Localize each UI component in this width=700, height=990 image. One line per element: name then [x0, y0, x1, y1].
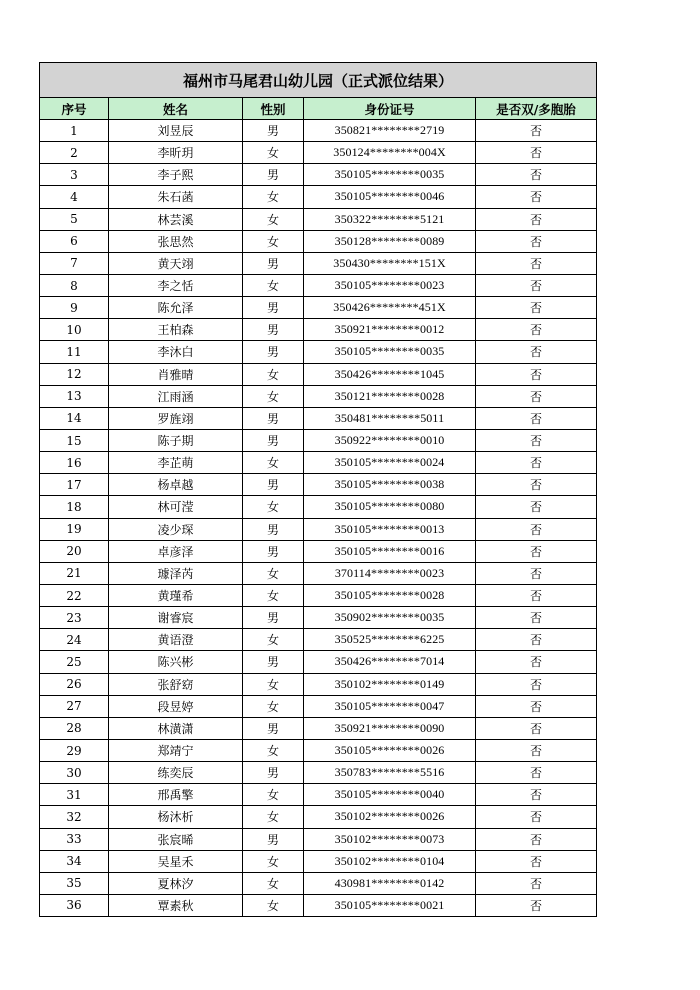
cell-twins: 否 [476, 518, 597, 540]
cell-twins: 否 [476, 762, 597, 784]
cell-id-number: 350783********5516 [304, 762, 476, 784]
cell-gender: 女 [243, 452, 304, 474]
cell-index: 15 [40, 429, 109, 451]
cell-index: 26 [40, 673, 109, 695]
cell-index: 32 [40, 806, 109, 828]
cell-name: 林可滢 [109, 496, 243, 518]
cell-index: 24 [40, 629, 109, 651]
cell-name: 覃素秋 [109, 894, 243, 916]
cell-gender: 女 [243, 274, 304, 296]
cell-id-number: 350105********0047 [304, 695, 476, 717]
cell-twins: 否 [476, 584, 597, 606]
cell-id-number: 350105********0021 [304, 894, 476, 916]
cell-gender: 女 [243, 850, 304, 872]
table-row [40, 717, 597, 739]
cell-name: 卓彦泽 [109, 540, 243, 562]
cell-index: 4 [40, 186, 109, 208]
cell-index: 18 [40, 496, 109, 518]
table-row [40, 142, 597, 164]
table-row [40, 673, 597, 695]
cell-index: 5 [40, 208, 109, 230]
cell-name: 罗旌翊 [109, 407, 243, 429]
cell-twins: 否 [476, 828, 597, 850]
cell-id-number: 350921********0090 [304, 717, 476, 739]
table-row [40, 385, 597, 407]
table-row [40, 562, 597, 584]
cell-twins: 否 [476, 894, 597, 916]
cell-gender: 男 [243, 762, 304, 784]
cell-name: 吴星禾 [109, 850, 243, 872]
cell-id-number: 350105********0038 [304, 474, 476, 496]
cell-id-number: 350121********0028 [304, 385, 476, 407]
cell-gender: 男 [243, 297, 304, 319]
cell-gender: 女 [243, 230, 304, 252]
result-table [39, 62, 597, 917]
cell-gender: 女 [243, 385, 304, 407]
cell-id-number: 350102********0026 [304, 806, 476, 828]
cell-gender: 男 [243, 120, 304, 142]
header-gender: 性别 [243, 98, 304, 120]
cell-name: 李沐白 [109, 341, 243, 363]
table-body [40, 120, 597, 917]
table-row [40, 784, 597, 806]
table-row [40, 894, 597, 916]
header-id-number: 身份证号 [304, 98, 476, 120]
cell-name: 邢禹擎 [109, 784, 243, 806]
cell-id-number: 350105********0046 [304, 186, 476, 208]
table-row [40, 629, 597, 651]
cell-name: 杨卓越 [109, 474, 243, 496]
cell-gender: 男 [243, 518, 304, 540]
cell-twins: 否 [476, 806, 597, 828]
cell-twins: 否 [476, 629, 597, 651]
cell-id-number: 350105********0040 [304, 784, 476, 806]
cell-index: 13 [40, 385, 109, 407]
cell-index: 3 [40, 164, 109, 186]
cell-id-number: 350921********0012 [304, 319, 476, 341]
cell-index: 16 [40, 452, 109, 474]
cell-index: 21 [40, 562, 109, 584]
cell-index: 2 [40, 142, 109, 164]
cell-gender: 女 [243, 186, 304, 208]
header-twins: 是否双/多胞胎 [476, 98, 597, 120]
header-row [40, 98, 597, 120]
cell-twins: 否 [476, 607, 597, 629]
cell-twins: 否 [476, 474, 597, 496]
cell-gender: 女 [243, 673, 304, 695]
cell-twins: 否 [476, 872, 597, 894]
cell-name: 杨沐析 [109, 806, 243, 828]
cell-gender: 女 [243, 784, 304, 806]
cell-gender: 男 [243, 341, 304, 363]
table-row [40, 584, 597, 606]
cell-twins: 否 [476, 739, 597, 761]
cell-gender: 男 [243, 717, 304, 739]
cell-name: 练奕辰 [109, 762, 243, 784]
table-row [40, 806, 597, 828]
table-row [40, 120, 597, 142]
cell-name: 江雨涵 [109, 385, 243, 407]
cell-name: 陈兴彬 [109, 651, 243, 673]
cell-twins: 否 [476, 673, 597, 695]
cell-twins: 否 [476, 651, 597, 673]
cell-name: 林潢潇 [109, 717, 243, 739]
cell-name: 璩泽芮 [109, 562, 243, 584]
cell-index: 9 [40, 297, 109, 319]
cell-id-number: 350105********0035 [304, 164, 476, 186]
cell-index: 35 [40, 872, 109, 894]
cell-id-number: 350102********0104 [304, 850, 476, 872]
cell-twins: 否 [476, 208, 597, 230]
cell-index: 6 [40, 230, 109, 252]
cell-index: 23 [40, 607, 109, 629]
cell-index: 7 [40, 252, 109, 274]
cell-id-number: 350426********7014 [304, 651, 476, 673]
table-row [40, 540, 597, 562]
cell-name: 郑靖宁 [109, 739, 243, 761]
cell-index: 20 [40, 540, 109, 562]
cell-id-number: 350105********0026 [304, 739, 476, 761]
cell-twins: 否 [476, 850, 597, 872]
cell-index: 29 [40, 739, 109, 761]
cell-index: 34 [40, 850, 109, 872]
cell-id-number: 370114********0023 [304, 562, 476, 584]
cell-name: 黄天翊 [109, 252, 243, 274]
table-row [40, 739, 597, 761]
cell-twins: 否 [476, 784, 597, 806]
cell-index: 22 [40, 584, 109, 606]
cell-gender: 女 [243, 629, 304, 651]
cell-id-number: 350124********004X [304, 142, 476, 164]
cell-name: 张思然 [109, 230, 243, 252]
cell-gender: 女 [243, 142, 304, 164]
cell-name: 陈子期 [109, 429, 243, 451]
table-row [40, 274, 597, 296]
cell-name: 陈允泽 [109, 297, 243, 319]
cell-id-number: 350322********5121 [304, 208, 476, 230]
cell-id-number: 350105********0080 [304, 496, 476, 518]
cell-gender: 女 [243, 894, 304, 916]
cell-twins: 否 [476, 717, 597, 739]
table-row [40, 452, 597, 474]
cell-id-number: 430981********0142 [304, 872, 476, 894]
table-row [40, 429, 597, 451]
cell-index: 36 [40, 894, 109, 916]
cell-twins: 否 [476, 297, 597, 319]
cell-id-number: 350105********0024 [304, 452, 476, 474]
table-row [40, 762, 597, 784]
cell-twins: 否 [476, 452, 597, 474]
table-row [40, 850, 597, 872]
cell-index: 33 [40, 828, 109, 850]
cell-id-number: 350105********0023 [304, 274, 476, 296]
table-row [40, 872, 597, 894]
cell-twins: 否 [476, 341, 597, 363]
cell-gender: 男 [243, 828, 304, 850]
cell-id-number: 350105********0035 [304, 341, 476, 363]
cell-id-number: 350902********0035 [304, 607, 476, 629]
cell-id-number: 350105********0016 [304, 540, 476, 562]
cell-twins: 否 [476, 562, 597, 584]
cell-id-number: 350481********5011 [304, 407, 476, 429]
cell-gender: 女 [243, 695, 304, 717]
cell-gender: 女 [243, 739, 304, 761]
cell-index: 8 [40, 274, 109, 296]
cell-index: 19 [40, 518, 109, 540]
cell-gender: 男 [243, 429, 304, 451]
cell-twins: 否 [476, 186, 597, 208]
cell-index: 11 [40, 341, 109, 363]
header-index: 序号 [40, 98, 109, 120]
header-name: 姓名 [109, 98, 243, 120]
cell-index: 14 [40, 407, 109, 429]
cell-index: 17 [40, 474, 109, 496]
cell-name: 夏林汐 [109, 872, 243, 894]
cell-name: 张宸晞 [109, 828, 243, 850]
cell-id-number: 350426********451X [304, 297, 476, 319]
cell-index: 1 [40, 120, 109, 142]
cell-id-number: 350821********2719 [304, 120, 476, 142]
cell-gender: 男 [243, 540, 304, 562]
cell-name: 黄瑾希 [109, 584, 243, 606]
table-row [40, 230, 597, 252]
cell-name: 刘昱辰 [109, 120, 243, 142]
table-row [40, 695, 597, 717]
cell-id-number: 350105********0013 [304, 518, 476, 540]
cell-twins: 否 [476, 142, 597, 164]
table-row [40, 363, 597, 385]
cell-gender: 男 [243, 319, 304, 341]
cell-gender: 男 [243, 252, 304, 274]
table-row [40, 828, 597, 850]
cell-id-number: 350102********0073 [304, 828, 476, 850]
table-row [40, 208, 597, 230]
cell-gender: 男 [243, 651, 304, 673]
cell-gender: 女 [243, 872, 304, 894]
cell-id-number: 350525********6225 [304, 629, 476, 651]
cell-gender: 男 [243, 474, 304, 496]
cell-index: 27 [40, 695, 109, 717]
table-row [40, 164, 597, 186]
cell-gender: 男 [243, 407, 304, 429]
table-row [40, 186, 597, 208]
cell-gender: 女 [243, 562, 304, 584]
table-row [40, 407, 597, 429]
table-row [40, 518, 597, 540]
cell-id-number: 350128********0089 [304, 230, 476, 252]
cell-gender: 女 [243, 208, 304, 230]
table-row [40, 651, 597, 673]
cell-id-number: 350105********0028 [304, 584, 476, 606]
cell-name: 李昕玥 [109, 142, 243, 164]
table-row [40, 319, 597, 341]
cell-gender: 女 [243, 496, 304, 518]
cell-name: 朱石菡 [109, 186, 243, 208]
cell-twins: 否 [476, 496, 597, 518]
table-row [40, 474, 597, 496]
cell-twins: 否 [476, 429, 597, 451]
cell-twins: 否 [476, 385, 597, 407]
table-row [40, 341, 597, 363]
cell-id-number: 350426********1045 [304, 363, 476, 385]
cell-gender: 男 [243, 607, 304, 629]
cell-gender: 女 [243, 584, 304, 606]
cell-gender: 女 [243, 806, 304, 828]
table-row [40, 252, 597, 274]
cell-gender: 女 [243, 363, 304, 385]
cell-id-number: 350102********0149 [304, 673, 476, 695]
cell-index: 30 [40, 762, 109, 784]
cell-index: 12 [40, 363, 109, 385]
cell-id-number: 350430********151X [304, 252, 476, 274]
cell-twins: 否 [476, 319, 597, 341]
cell-twins: 否 [476, 164, 597, 186]
cell-index: 31 [40, 784, 109, 806]
table-title: 福州市马尾君山幼儿园（正式派位结果） [40, 63, 597, 98]
cell-index: 10 [40, 319, 109, 341]
cell-twins: 否 [476, 540, 597, 562]
cell-name: 王柏森 [109, 319, 243, 341]
cell-twins: 否 [476, 695, 597, 717]
cell-twins: 否 [476, 120, 597, 142]
cell-twins: 否 [476, 274, 597, 296]
cell-index: 25 [40, 651, 109, 673]
cell-twins: 否 [476, 252, 597, 274]
cell-name: 李之恬 [109, 274, 243, 296]
table-row [40, 607, 597, 629]
cell-name: 李子熙 [109, 164, 243, 186]
cell-name: 肖雅晴 [109, 363, 243, 385]
cell-name: 段昱婷 [109, 695, 243, 717]
cell-name: 凌少琛 [109, 518, 243, 540]
cell-index: 28 [40, 717, 109, 739]
cell-name: 李芷萌 [109, 452, 243, 474]
table-row [40, 496, 597, 518]
table-row [40, 297, 597, 319]
cell-id-number: 350922********0010 [304, 429, 476, 451]
cell-name: 黄语澄 [109, 629, 243, 651]
cell-gender: 男 [243, 164, 304, 186]
cell-name: 谢睿宸 [109, 607, 243, 629]
cell-twins: 否 [476, 230, 597, 252]
cell-name: 张舒窈 [109, 673, 243, 695]
cell-name: 林芸溪 [109, 208, 243, 230]
cell-twins: 否 [476, 363, 597, 385]
cell-twins: 否 [476, 407, 597, 429]
